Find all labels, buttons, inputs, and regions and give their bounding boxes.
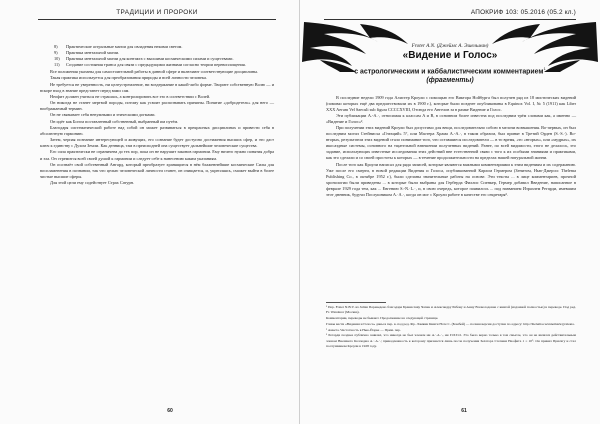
- paragraph: Затем, черпая познание интересующей и живущих, его сознание будет доступно достижения высших сфер, и это даст ключ к единству с Духом Земли. Как денница, там в преисподней она существует дальнейшие человеческие существа.: [40, 137, 274, 149]
- footnote: Комментарии, переводы не бывают. Продолжение на следующей странице.: [326, 316, 439, 320]
- paragraph: После того как Кроули написал для ряда записей, которые являются важными комментариями к этим видениям и их содержанию. Уже после его смерти, в новой редакции Видения и Голоса, опубликованной Карлом Гермером (Зенитом, Нью-Джерси: Thelema Publishing Co., в октябре 1952 г.), были сделаны значительные работы на основе. Эти тексты ... в лице комментариев, прочной хронологии были приведены ... в которые были выбраны для Герберда Филлис Спенкер, Гермер добавил Введение, написанное в феврале 1929 года тем, как ... Евгению S.-N.·L.·, и, в свою очередь, которое появилось ... под названием Израэлем Регарди, имевшим этот дневник, будучи Послушником А.·А.·, когда он мог с Кроули работе в качестве его секретаря³.: [326, 161, 576, 197]
- paragraph: Его сила практически не ограничена до тех пор, пока он не нарушит законов гармонии. Ему ничего нужно понятия добра и зла. Он стремится всей своей душой к гармонии и следует себе к нанесению каким указаниям.: [40, 149, 274, 161]
- footnote: Главы вести «Видения и Голоса» даны в пер. в. под ред. Фр. Ламкин Книги Ноте С. (Бомбей) — полная версия доступна по адресу: http://thelema.ru/annemark/gvakana.: [326, 321, 575, 326]
- running-header-left: ТРАДИЦИИ И ПРОРОКИ: [116, 9, 198, 16]
- right-page: [300, 0, 600, 424]
- article-subtitle: с астрологическим и каббалистическим комментарием$^1$ (фрагменты): [354, 66, 546, 85]
- footnote-mark: 1: [543, 66, 546, 71]
- footnotes: [326, 305, 576, 350]
- right-page-body: [326, 95, 576, 198]
- author-byline: Froter A.N. (Джеймс А. Эшельман): [411, 43, 489, 49]
- paragraph: Неофит должен учиться не страшась, а контролировать все это в соответствии с Волей.: [50, 93, 211, 99]
- paragraph: При получении этих видений Кроули был допустимо для вещи, последовательно собою в мелочи возвышения. Во-первых, он был последним могил Стейнисха «Гнеаций» 5°, или Мастера Храма А.-А.·, в таком образом, был принят в Третий Орден (S.·S.·). Во-вторых, результатом этих видений стало понимание того, что оставшиеся исследователи — в то время, «то «вторых», или «мудрых», их икосаэдные системы, основного на тщательной взвешении полученных видений. Ранее, по всей видимости, этого не делалось, это задание, использующих известные исследования этих действий вне естественной связи с того к их особыми знаниями и практиками, как это сделали и со своей простоты к которых — в течение продолжительности на пределах нашей натуральной жизни.: [326, 125, 576, 161]
- paragraph: Он никогда не станет мертвой породы, потому как усвоит распознавать причины. Понятие «добродетель» для него — воображаемый термин.: [40, 100, 274, 112]
- list-item: 11) Создание состояния транса для связи с предыдущими жизнями согласно теории перевоплощения.: [54, 62, 246, 68]
- paragraph: Благодаря систематической работе над собой он может развиваться в прекрасных дисциплинах и привести себя в абсолютную гармонию.: [40, 124, 274, 136]
- paragraph: Не требуется не уверенность, ни целеустремление, ни воздержание в какой-либо форме. Творите собственную Волю — и вскоре вход в знание предстанет перед вами сам.: [40, 81, 274, 93]
- list-item: 9) Практика ментальной магии.: [54, 50, 120, 56]
- footnote: ¹ Пер. Frater N.B.V. из Julian Переведено благодаря Браниславу Чапек и Александру Рябову и Анну Всеволодовне с книгой (изданной полностью) в переводе. Под ред. Fr. Wanderer (Москва).: [326, 305, 576, 315]
- article-title: «Видение и Голос»: [402, 50, 498, 61]
- list-item: 8) Практические астральные магии для овладения некими светом.: [54, 44, 183, 49]
- left-page-body: [40, 44, 274, 186]
- page-number-left: 60: [167, 408, 173, 414]
- paragraph: Он осознаёт свой собственный Ангард, который преобразует хранящиеся в нём блаженнейшие космические Силы для воспламенения в познании, так что целью человеческой личности станет, он очищается, и, укрепляясь, сможет выйти в более чистые высшие сферы.: [40, 161, 274, 179]
- footnote-rule: [326, 302, 386, 303]
- paragraph: Для этой цели ему содействует Страх Сатурн.: [50, 180, 135, 186]
- paragraph: В последние недели 1909 года Алистер Кроули с помощью его Виктора Нойбурга был получен ряд из 18 мистических видений (помимо которых ещё два предшествовали их в 1900 г.), которые были позднее опубликованы в Equinox Vol. I, № 5 (1911) как Liber XXX Aerum Vel Saeculi sub figura CCCCXVIII, Отсюда его Ангелов за в рамке Видение и Голос.: [326, 95, 576, 112]
- paragraph: Все положения указаны для самостоятельной работы в данной сфере и включают соответствующие дисциплины.: [50, 69, 259, 75]
- footnote: ³ Регарди позднее публично заявлял, что никогда не был членом ни А.·.А.·., ни Г.И.Т.О. Это было верно только в том смысле, что он не являлся действительным членом Внешнего Колледжа А.·.А.·.; принадлежность к которому признается лишь после получения Зелатора Степени Неофита 1 = 10°. Он принял Присягу и стал послушником Кроули в 1928 году.: [326, 333, 576, 348]
- paragraph: Эти публикации А.-А.·, относимая к классам A и B, в основном более известна под последним трём словами как, а именно — «Видение и Голос»².: [326, 113, 576, 125]
- header-rule-left: [38, 19, 276, 20]
- practice-list: [40, 44, 274, 68]
- page-number-right: 61: [461, 408, 467, 414]
- footnote: ² Анкета. Частотность в Нью-Йорке — Прим. пер.: [326, 327, 401, 332]
- paragraph: Он не связывает себя ненужными и этическими догмами.: [50, 112, 156, 118]
- paragraph: Он идёт как Богом поставленный собственный, выбранный им путём.: [50, 118, 179, 124]
- list-item: 10) Практика ментальной магии для контакта с высшими космическими силами и существами.: [54, 56, 234, 62]
- paragraph: Такая практика используется для преобразования природы и всей личности человека.: [50, 75, 207, 81]
- running-header-right: АПОКРИФ 103: 05.2016 (05.2 кл.): [470, 9, 576, 16]
